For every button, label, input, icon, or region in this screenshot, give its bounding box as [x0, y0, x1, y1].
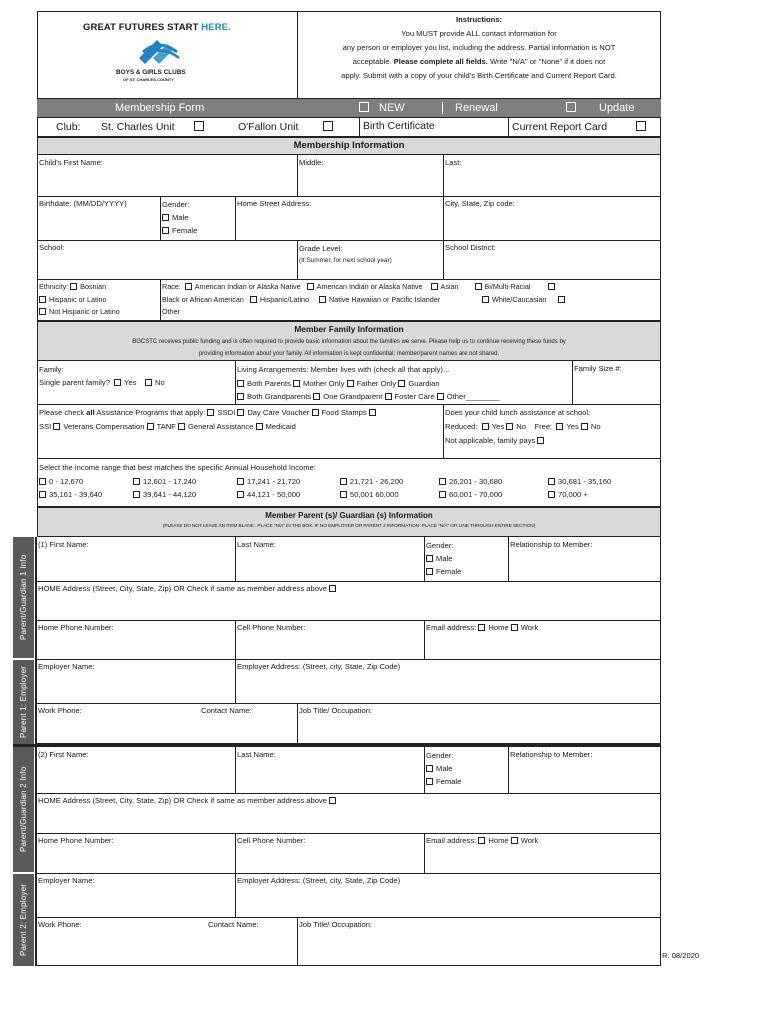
race-white-checkbox[interactable] — [482, 296, 489, 303]
instructions-line3: acceptable. Please complete all fields. Write "N/A" or "None" if it does not — [352, 57, 606, 66]
membership-info-header: Membership Information — [37, 137, 661, 155]
family-pays-checkbox[interactable] — [537, 437, 544, 444]
guardian-checkbox[interactable] — [398, 380, 405, 387]
club-ofallon-label: O'Fallon Unit — [238, 121, 299, 133]
parent2-job-title-field[interactable]: Job Title/ Occupation: — [297, 917, 661, 966]
ethnicity-not-hispanic-checkbox[interactable] — [39, 308, 46, 315]
parent2-same-address-checkbox[interactable] — [329, 797, 336, 804]
instructions-line2: any person or employer you list, including the address. Partial information is NOT — [342, 43, 616, 52]
parent2-first-name-field[interactable]: (2) First Name: — [36, 747, 236, 794]
parent2-email-home-checkbox[interactable] — [478, 837, 485, 844]
instructions-line1: You MUST provide ALL contact information for — [401, 29, 557, 38]
parent2-employer-sidebar: Parent 2: Employer — [13, 874, 34, 966]
parent2-email-work-checkbox[interactable] — [511, 837, 518, 844]
parent1-info-sidebar: Parent/Guardian 1 Info — [13, 537, 34, 658]
parent1-employer-sidebar: Parent 1: Employer — [13, 660, 34, 744]
income-checkbox[interactable] — [39, 491, 46, 498]
ethnicity-field: Ethnicity: Bosnian Hispanic or Latino Not Hispanic or Latino — [37, 279, 161, 321]
parent1-home-address-field[interactable]: HOME Address (Street, City, State, Zip) OR Check if same as member address above — [36, 581, 661, 621]
race-black-checkbox[interactable] — [548, 283, 555, 290]
other-living-checkbox[interactable] — [437, 393, 444, 400]
school-field[interactable]: School: — [37, 240, 298, 280]
parent1-gender-field: Gender: Male Female — [424, 537, 509, 582]
parent2-cell-phone-field[interactable]: Cell Phone Number: — [235, 833, 425, 874]
parent2-info-sidebar: Parent/Guardian 2 Info — [13, 747, 34, 872]
income-checkbox[interactable] — [439, 491, 446, 498]
update-label: Update — [599, 102, 635, 114]
living-arrangements-field: Living Arrangements: Member lives with (check all that apply)... Both Parents Mother Only Father Only Guardian Both Grandparents One Grandparent Foster Care Other________ — [235, 361, 573, 405]
new-label: NEW — [379, 102, 405, 114]
birthdate-field[interactable]: Birthdate: (MM/DD/YYYY) — [37, 196, 161, 241]
parent2-female-checkbox[interactable] — [426, 778, 433, 785]
family-size-field[interactable]: Family Size #: — [572, 361, 661, 405]
veterans-compensation-checkbox[interactable] — [53, 423, 60, 430]
renewal-checkbox[interactable] — [566, 102, 576, 112]
logo-box — [37, 11, 298, 99]
club-label: Club: — [56, 121, 81, 133]
free-yes-checkbox[interactable] — [556, 423, 563, 430]
instructions-box — [297, 11, 661, 99]
income-row-2: 35,161 - 39,640 39,641 - 44,120 44,121 - 50,000 50,001 60,000 60,001 - 70,000 70,000 + — [39, 488, 658, 501]
new-checkbox[interactable] — [359, 102, 369, 112]
divider — [442, 102, 443, 114]
parent2-last-name-field[interactable]: Last Name: — [235, 747, 425, 794]
income-checkbox[interactable] — [340, 478, 347, 485]
renewal-label: Renewal — [455, 102, 498, 114]
club-row — [37, 117, 661, 137]
parent1-relationship-field[interactable]: Relationship to Member: — [508, 537, 661, 582]
parent1-male-checkbox[interactable] — [426, 555, 433, 562]
report-card-label: Current Report Card — [512, 121, 608, 133]
income-range-field: Select the income range that best matches the specific Annual Household Income: 0 - 12,670 12,601 - 17,240 17,241 - 21,720 21,721 - 26,200 26,201 - 30,680 30,681 - 35,160 35,161 - 39,640 39,641 - 44,120 44,121 - 50,000 50,001 60,000 60,001 - 70,000 70,000 + — [37, 458, 661, 507]
city-state-zip-field[interactable]: City, State, Zip code: — [443, 196, 661, 241]
parent2-home-phone-field[interactable]: Home Phone Number: — [36, 833, 236, 874]
income-row-1: 0 - 12,670 12,601 - 17,240 17,241 - 21,720 21,721 - 26,200 26,201 - 30,680 30,681 - 35,160 — [39, 475, 658, 488]
parent2-relationship-field[interactable]: Relationship to Member: — [508, 747, 661, 794]
logo-tagline: GREAT FUTURES START HERE. — [83, 22, 231, 33]
income-checkbox[interactable] — [439, 478, 446, 485]
income-checkbox[interactable] — [237, 478, 244, 485]
instructions-title: Instructions: — [456, 15, 502, 24]
parent2-employer-address-field[interactable]: Employer Address: (Street, city, State, Zip Code) — [235, 873, 661, 918]
ssi-checkbox[interactable] — [369, 409, 376, 416]
parent2-home-address-field[interactable]: HOME Address (Street, City, State, Zip) OR Check if same as member address above — [36, 793, 661, 834]
club-logo-icon — [133, 36, 185, 68]
logo-org-name: BOYS & GIRLS CLUBS — [116, 69, 186, 76]
parent1-last-name-field[interactable]: Last Name: — [235, 537, 425, 582]
report-card-checkbox[interactable] — [636, 121, 646, 131]
female-checkbox[interactable] — [162, 227, 169, 234]
parent1-same-address-checkbox[interactable] — [329, 585, 336, 592]
income-checkbox[interactable] — [340, 491, 347, 498]
male-checkbox[interactable] — [162, 214, 169, 221]
form-title: Membership Form — [115, 102, 205, 114]
club-ofallon-checkbox[interactable] — [323, 121, 333, 131]
race-bi-multi-checkbox[interactable] — [475, 283, 482, 290]
single-parent-no-checkbox[interactable] — [145, 379, 152, 386]
both-grandparents-checkbox[interactable] — [237, 393, 244, 400]
medicaid-checkbox[interactable] — [256, 423, 263, 430]
instructions-line4: apply. Submit with a copy of your child's Birth Certificate and Current Report Card. — [341, 71, 617, 80]
both-parents-checkbox[interactable] — [237, 380, 244, 387]
day-care-voucher-checkbox[interactable] — [237, 409, 244, 416]
membership-form-bar — [37, 99, 661, 117]
parent1-email-work-checkbox[interactable] — [511, 624, 518, 631]
school-district-field[interactable]: School District: — [443, 240, 661, 280]
parent1-email-field[interactable]: Email address: Home Work — [424, 620, 661, 660]
parent1-female-checkbox[interactable] — [426, 568, 433, 575]
income-checkbox[interactable] — [237, 491, 244, 498]
gender-field: Gender: Male Female — [160, 196, 236, 241]
family-field: Family: Single parent family? Yes No — [37, 361, 236, 405]
parent1-home-phone-field[interactable]: Home Phone Number: — [36, 620, 236, 660]
income-checkbox[interactable] — [548, 478, 555, 485]
income-checkbox[interactable] — [39, 478, 46, 485]
lunch-assistance-field: Does your child lunch assistance at school: Reduced: Yes No Free: Yes No Not applicable, family pays — [443, 404, 661, 459]
income-checkbox[interactable] — [548, 491, 555, 498]
race-hispanic-checkbox[interactable] — [250, 296, 257, 303]
parent1-cell-phone-field[interactable]: Cell Phone Number: — [235, 620, 425, 660]
logo-org-sub: OF ST. CHARLES COUNTY — [123, 77, 174, 82]
parent2-employer-name-field[interactable]: Employer Name: — [36, 873, 236, 918]
ethnicity-hispanic-checkbox[interactable] — [39, 296, 46, 303]
father-only-checkbox[interactable] — [347, 380, 354, 387]
parent1-work-phone-field[interactable]: Work Phone: Contact Name: — [36, 703, 298, 744]
grade-level-field[interactable]: Grade Level: (If Summer, for next school year) — [297, 240, 444, 280]
free-no-checkbox[interactable] — [581, 423, 588, 430]
birth-certificate-field[interactable]: Birth Certificate — [359, 117, 509, 137]
parent2-male-checkbox[interactable] — [426, 765, 433, 772]
mother-only-checkbox[interactable] — [293, 380, 300, 387]
food-stamps-checkbox[interactable] — [312, 409, 319, 416]
child-last-field[interactable]: Last: — [443, 155, 661, 197]
race-field: Race: American Indian or Alaska Native American Indian or Alaska Native Asian Bi/Multi-Racial Black or African American Hispanic/Latino Native Hawaiian or Pacific Islander White/Caucasian Other — [160, 279, 661, 321]
child-first-name-field[interactable]: Child's First Name: — [37, 155, 298, 197]
ssdi-checkbox[interactable] — [207, 409, 214, 416]
parent1-email-home-checkbox[interactable] — [478, 624, 485, 631]
assistance-programs-field: Please check all Assistance Programs that apply: SSDI Day Care Voucher Food Stamps SSI Veterans Compensation TANF General Assistance Medicaid — [37, 404, 444, 459]
general-assistance-checkbox[interactable] — [178, 423, 185, 430]
parent2-email-field[interactable]: Email address: Home Work — [424, 833, 661, 874]
tanf-checkbox[interactable] — [147, 423, 154, 430]
race-american-indian-2-checkbox[interactable] — [307, 283, 314, 290]
club-st-charles-checkbox[interactable] — [194, 121, 204, 131]
parent1-employer-address-field[interactable]: Employer Address: (Street, city, State, Zip Code) — [235, 659, 661, 704]
income-checkbox[interactable] — [133, 491, 140, 498]
race-other-checkbox[interactable] — [558, 296, 565, 303]
parent1-first-name-field[interactable]: (1) First Name: — [36, 537, 236, 582]
parent2-gender-field: Gender: Male Female — [424, 747, 509, 794]
child-middle-field[interactable]: Middle: — [297, 155, 444, 197]
income-checkbox[interactable] — [133, 478, 140, 485]
parent1-employer-name-field[interactable]: Employer Name: — [36, 659, 236, 704]
one-grandparent-checkbox[interactable] — [313, 393, 320, 400]
parent1-job-title-field[interactable]: Job Title/ Occupation: — [297, 703, 661, 744]
club-st-charles-label: St. Charles Unit — [101, 121, 175, 133]
revision-date: R. 08/2020 — [662, 951, 700, 960]
race-hawaiian-checkbox[interactable] — [319, 296, 326, 303]
foster-care-checkbox[interactable] — [385, 393, 392, 400]
reduced-no-checkbox[interactable] — [506, 423, 513, 430]
family-info-header: Member Family Information BGCSTC receives public funding and is often required to provide basic information about the families we serve. Please help us to continue receiving these funds by providing information about your family. All information is kept confidential; member/parent names are not shared. — [37, 321, 661, 361]
single-parent-yes-checkbox[interactable] — [114, 379, 121, 386]
ethnicity-bosnian-checkbox[interactable] — [70, 283, 77, 290]
reduced-yes-checkbox[interactable] — [482, 423, 489, 430]
home-street-field[interactable]: Home Street Address: — [235, 196, 444, 241]
parent2-work-phone-field[interactable]: Work Phone: Contact Name: — [36, 917, 298, 966]
guardian-info-header: Member Parent (s)/ Guardian (s) Information (PLEASE DO NOT LEAVE AN ITEM BLANK.. PLACE "N/A" IN THE BOX. IF NO EMPLOYER OR PARENT 2 INFORMATION- PLACE "N/A" OR LINE THROUGH ENTIRE SECTION) — [37, 507, 661, 537]
race-asian-checkbox[interactable] — [431, 283, 438, 290]
race-american-indian-checkbox[interactable] — [185, 283, 192, 290]
